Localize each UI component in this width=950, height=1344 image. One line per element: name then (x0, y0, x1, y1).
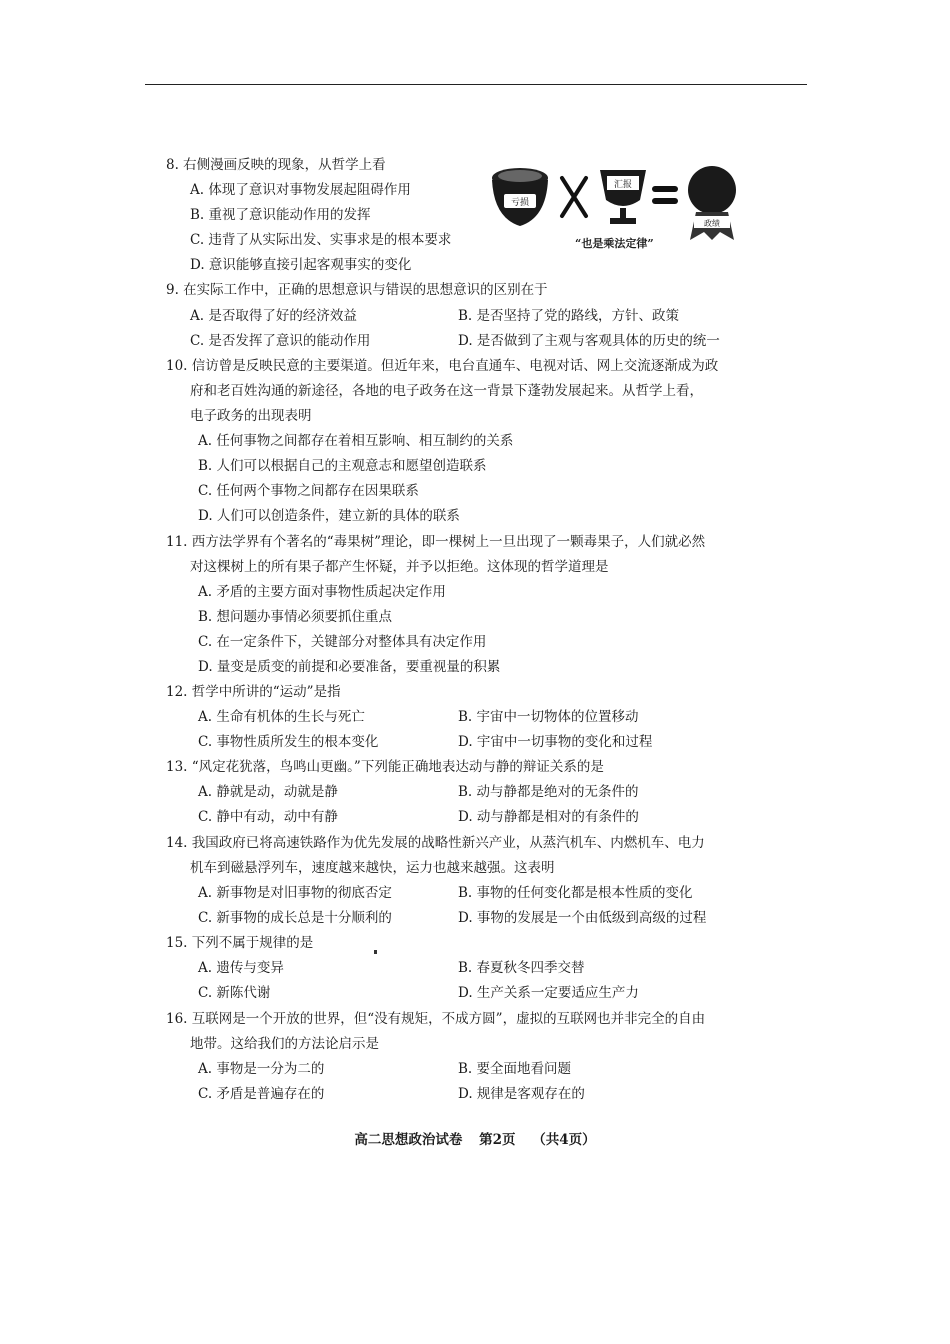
q15-option-c: C. 新陈代谢 (198, 985, 271, 1001)
q13-stem: 13. “风定花犹落，鸟鸣山更幽。”下列能正确地表达动与静的辩证关系的是 (166, 759, 604, 775)
equals-icon (652, 186, 678, 204)
q10-stem-3: 电子政务的出现表明 (190, 408, 312, 424)
q16-stem-2: 地带。这给我们的方法论启示是 (190, 1036, 379, 1052)
cup-icon (600, 170, 646, 224)
q13-option-b: B. 动与静都是绝对的无条件的 (458, 784, 639, 800)
q15-option-b: B. 春夏秋冬四季交替 (458, 960, 585, 976)
q14-stem-1: 14. 我国政府已将高速铁路作为优先发展的战略性新兴产业，从蒸汽机车、内燃机车、电力 (166, 835, 705, 851)
q13-option-d: D. 动与静都是相对的有条件的 (458, 809, 639, 825)
scan-speck (374, 950, 377, 954)
q9-option-a: A. 是否取得了好的经济效益 (190, 308, 357, 324)
q12-option-a: A. 生命有机体的生长与死亡 (198, 709, 365, 725)
q14-stem-2: 机车到磁悬浮列车，速度越来越快，运力也越来越强。这表明 (190, 860, 555, 876)
q14-option-c: C. 新事物的成长总是十分顺利的 (198, 910, 392, 926)
q16-option-d: D. 规律是客观存在的 (458, 1086, 585, 1102)
q8-stem: 8. 右侧漫画反映的现象，从哲学上看 (166, 157, 386, 173)
q10-option-a: A. 任何事物之间都存在着相互影响、相互制约的关系 (198, 433, 514, 449)
q10-option-b: B. 人们可以根据自己的主观意志和愿望创造联系 (198, 458, 487, 474)
q9-option-d: D. 是否做到了主观与客观具体的历史的统一 (458, 333, 720, 349)
q10-option-d: D. 人们可以创造条件，建立新的具体的联系 (198, 508, 460, 524)
q10-stem-1: 10. 信访曾是反映民意的主要渠道。但近年来，电台直通车、电视对话、网上交流逐渐成为政 (166, 358, 719, 374)
q9-option-b: B. 是否坚持了党的路线，方针、政策 (458, 308, 680, 324)
q12-option-d: D. 宇宙中一切事物的变化和过程 (458, 734, 653, 750)
footer-subject: 高二思想政治试卷 (354, 1132, 463, 1148)
q8-option-b: B. 重视了意识能动作用的发挥 (190, 207, 371, 223)
cup-label: 汇报 (613, 180, 633, 190)
q13-option-a: A. 静就是动，动就是静 (198, 784, 338, 800)
bowl-label: 亏损 (510, 198, 530, 208)
q16-option-b: B. 要全面地看问题 (458, 1061, 572, 1077)
q12-option-c: C. 事物性质所发生的根本变化 (198, 734, 379, 750)
q15-stem: 15. 下列不属于规律的是 (166, 935, 314, 951)
q16-option-c: C. 矛盾是普遍存在的 (198, 1086, 325, 1102)
q15-option-a: A. 遗传与变异 (198, 960, 284, 976)
q11-option-d: D. 量变是质变的前提和必要准备，要重视量的积累 (198, 659, 501, 675)
q8-option-d: D. 意识能够直接引起客观事实的变化 (190, 257, 412, 273)
q13-option-c: C. 静中有动，动中有静 (198, 809, 338, 825)
q14-option-b: B. 事物的任何变化都是根本性质的变化 (458, 885, 693, 901)
q11-option-c: C. 在一定条件下，关键部分对整体具有决定作用 (198, 634, 487, 650)
cross-icon (562, 178, 586, 216)
q8-option-a: A. 体现了意识对事物发展起阻碍作用 (190, 182, 411, 198)
q11-option-b: B. 想问题办事情必须要抓住重点 (198, 609, 393, 625)
q10-option-c: C. 任何两个事物之间都存在因果联系 (198, 483, 419, 499)
q16-stem-1: 16. 互联网是一个开放的世界，但“没有规矩，不成方圆”，虚拟的互联网也并非完全的自由 (166, 1011, 706, 1027)
header-rule (145, 84, 807, 85)
q14-option-d: D. 事物的发展是一个由低级到高级的过程 (458, 910, 707, 926)
q11-stem-1: 11. 西方法学界有个著名的“毒果树”理论，即一棵树上一旦出现了一颗毒果子，人们就必然 (166, 534, 706, 550)
medal-icon (688, 166, 736, 240)
q12-stem: 12. 哲学中所讲的“运动”是指 (166, 684, 341, 700)
q14-option-a: A. 新事物是对旧事物的彻底否定 (198, 885, 392, 901)
page-footer (0, 1128, 950, 1148)
footer-total-pages: （共4页） (532, 1132, 596, 1148)
q9-option-c: C. 是否发挥了意识的能动作用 (190, 333, 371, 349)
q12-option-b: B. 宇宙中一切物体的位置移动 (458, 709, 639, 725)
medal-label: 政绩 (704, 219, 720, 228)
q10-stem-2: 府和老百姓沟通的新途径，各地的电子政务在这一背景下蓬勃发展起来。从哲学上看， (190, 383, 703, 399)
q16-option-a: A. 事物是一分为二的 (198, 1061, 325, 1077)
bowl-icon (492, 168, 548, 226)
q11-option-a: A. 矛盾的主要方面对事物性质起决定作用 (198, 584, 446, 600)
q8-option-c: C. 违背了从实际出发、实事求是的根本要求 (190, 232, 452, 248)
cartoon-caption: “也是乘法定律” (575, 237, 654, 250)
q15-option-d: D. 生产关系一定要适应生产力 (458, 985, 639, 1001)
q9-stem: 9. 在实际工作中，正确的思想意识与错误的思想意识的区别在于 (166, 282, 548, 298)
footer-page-number: 第2页 (479, 1132, 516, 1148)
q11-stem-2: 对这棵树上的所有果子都产生怀疑，并予以拒绝。这体现的哲学道理是 (190, 559, 609, 575)
